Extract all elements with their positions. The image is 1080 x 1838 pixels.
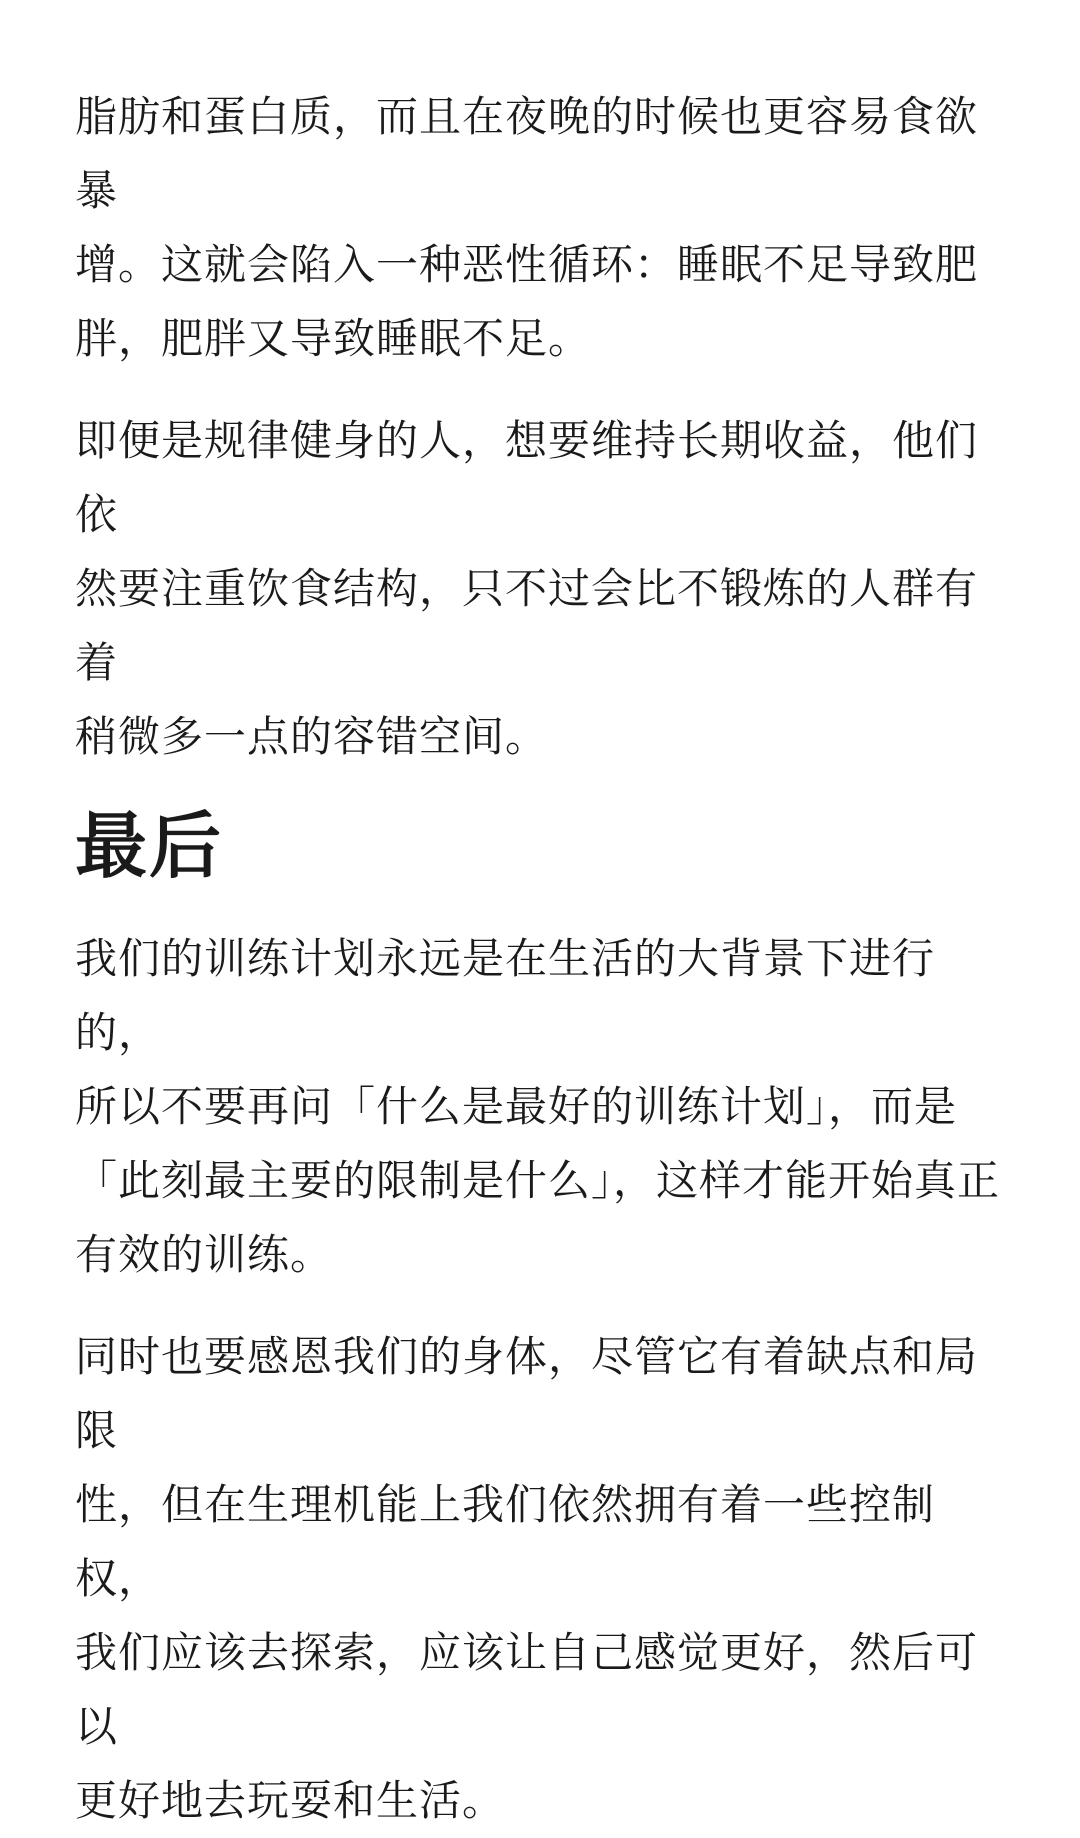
section-heading: 最后	[75, 803, 224, 888]
text-line: 我们的训练计划永远是在生活的大背景下进行的，	[75, 934, 936, 1057]
text-line: 即便是规律健身的人，想要维持长期收益，他们依	[75, 416, 979, 539]
text-line: 稍微多一点的容错空间。	[75, 712, 549, 761]
paragraph-sleep-obesity	[75, 80, 1010, 376]
text-line: 同时也要感恩我们的身体，尽管它有着缺点和局限	[75, 1332, 979, 1455]
article-body	[75, 80, 1010, 1838]
text-line: 胖，肥胖又导致睡眠不足。	[75, 314, 592, 363]
text-line: 脂肪和蛋白质，而且在夜晚的时候也更容易食欲暴	[75, 92, 979, 215]
text-line: 有效的训练。	[75, 1230, 334, 1279]
text-line: 更好地去玩耍和生活。	[75, 1776, 506, 1825]
text-line: 「此刻最主要的限制是什么」，这样才能开始真正	[75, 1156, 1001, 1205]
paragraph-spacer	[75, 1292, 1010, 1320]
text-line: 性，但在生理机能上我们依然拥有着一些控制权，	[75, 1480, 936, 1603]
text-line: 增。这就会陷入一种恶性循环：睡眠不足导致肥	[75, 240, 979, 289]
paragraph-training-plan	[75, 922, 1010, 1292]
text-line: 我们应该去探索，应该让自己感觉更好，然后可以	[75, 1628, 979, 1751]
paragraph-gratitude	[75, 1320, 1010, 1838]
text-line: 所以不要再问「什么是最好的训练计划」，而是	[75, 1082, 958, 1131]
text-line: 然要注重饮食结构，只不过会比不锻炼的人群有着	[75, 564, 979, 687]
paragraph-spacer	[75, 376, 1010, 404]
paragraph-diet-structure	[75, 404, 1010, 774]
